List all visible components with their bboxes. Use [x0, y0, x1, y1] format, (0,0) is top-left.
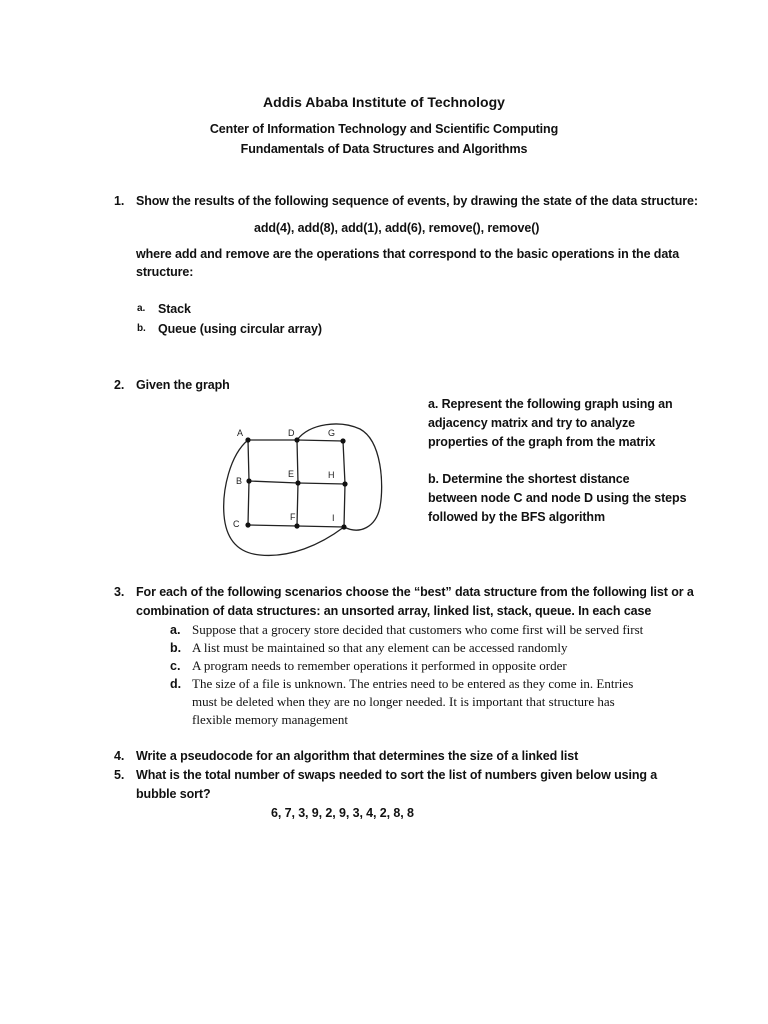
q3-text-line: For each of the following scenarios choose the “best” data structure from the following list or a — [136, 585, 694, 599]
course-heading: Fundamentals of Data Structures and Algorithms — [240, 142, 528, 156]
q3-item-text: The size of a file is unknown. The entries need to be entered as they come in. Entries — [192, 676, 634, 691]
graph-node-label: D — [288, 428, 295, 438]
graph-edge — [224, 440, 344, 555]
graph-diagram — [210, 415, 390, 560]
graph-node — [340, 438, 345, 443]
q5-text-line: What is the total number of swaps needed to sort the list of numbers given below using a — [136, 768, 658, 782]
graph-node-label: A — [237, 428, 244, 438]
q3-text-line: combination of data structures: an unsorted array, linked list, stack, queue. In each case — [136, 604, 652, 618]
q1-description-line: where add and remove are the operations that correspond to the basic operations in the data — [136, 247, 680, 261]
q2a-line: properties of the graph from the matrix — [428, 435, 656, 449]
q1-item-stack: Stack — [158, 302, 191, 316]
q4-number: 4. — [114, 749, 125, 763]
page-title: Addis Ababa Institute of Technology — [263, 94, 505, 110]
graph-node — [245, 522, 250, 527]
graph-node — [246, 478, 251, 483]
q3-item-text: A list must be maintained so that any element can be accessed randomly — [192, 640, 568, 655]
center-heading: Center of Information Technology and Scientific Computing — [209, 122, 559, 136]
graph-node-label: B — [236, 476, 243, 486]
graph-node-label: C — [233, 519, 240, 529]
graph-node — [341, 524, 346, 529]
q2b-line: followed by the BFS algorithm — [428, 510, 605, 524]
q3-item-label: c. — [170, 659, 181, 673]
q5-number-list: 6, 7, 3, 9, 2, 9, 3, 4, 2, 8, 8 — [271, 806, 414, 820]
q1-text: Show the results of the following sequence of events, by drawing the state of the data structure: — [136, 194, 698, 208]
q3-item-text: must be deleted when they are no longer needed. It is important that structure has — [192, 694, 615, 709]
graph-node-label: G — [328, 428, 336, 438]
q1-number: 1. — [114, 194, 125, 208]
q2-number: 2. — [114, 378, 125, 392]
graph-node — [294, 523, 299, 528]
q1-item-label: b. — [137, 323, 146, 334]
q5-text-line: bubble sort? — [136, 787, 211, 801]
q3-number: 3. — [114, 585, 125, 599]
q4-text: Write a pseudocode for an algorithm that determines the size of a linked list — [136, 749, 579, 763]
graph-node-label: I — [332, 513, 335, 523]
q1-item-queue: Queue (using circular array) — [158, 322, 322, 336]
q3-item-text: A program needs to remember operations it performed in opposite order — [192, 658, 567, 673]
graph-node-label: F — [290, 512, 296, 522]
graph-node — [245, 437, 250, 442]
q2-text: Given the graph — [136, 378, 230, 392]
q1-item-label: a. — [137, 303, 146, 314]
graph-node-label: H — [328, 470, 335, 480]
q3-item-label: b. — [170, 641, 182, 655]
q3-item-text: flexible memory management — [192, 712, 348, 727]
q2a-line: a. Represent the following graph using an — [428, 397, 673, 411]
q2a-line: adjacency matrix and try to analyze — [428, 416, 636, 430]
q1-operations: add(4), add(8), add(1), add(6), remove(), remove() — [254, 221, 540, 235]
q1-description-line: structure: — [136, 265, 194, 279]
graph-node — [342, 481, 347, 486]
q3-item-label: a. — [170, 623, 181, 637]
graph-node — [294, 437, 299, 442]
q2b-line: b. Determine the shortest distance — [428, 472, 630, 486]
graph-node-label: E — [288, 469, 295, 479]
q3-item-text: Suppose that a grocery store decided that customers who come first will be served first — [192, 622, 644, 637]
graph-node — [295, 480, 300, 485]
q5-number: 5. — [114, 768, 125, 782]
q3-item-label: d. — [170, 677, 182, 691]
q2b-line: between node C and node D using the steps — [428, 491, 687, 505]
